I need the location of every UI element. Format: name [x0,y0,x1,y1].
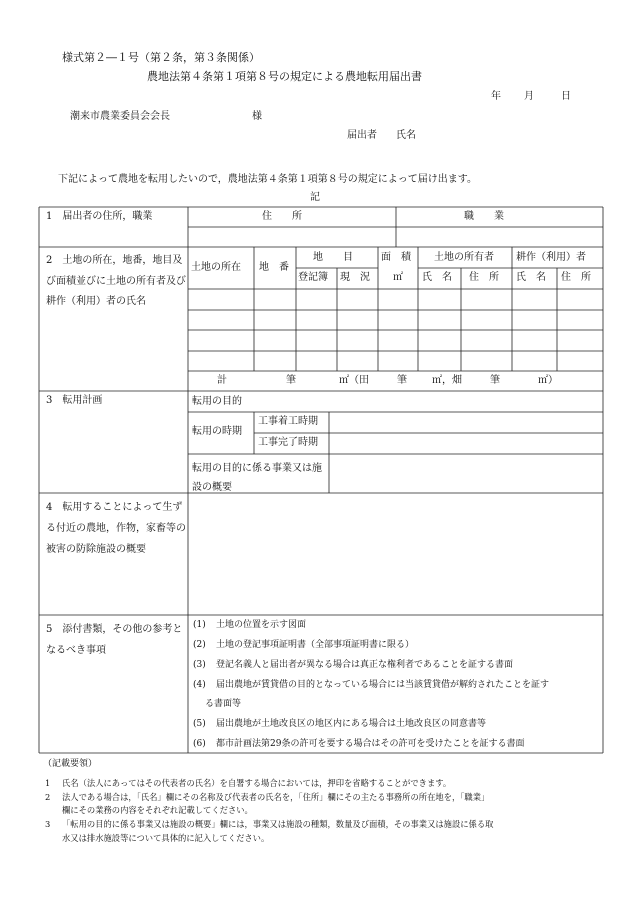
attachment-1-text: 土地の位置を示す図面 [216,620,307,630]
addressee: 潮来市農業委員会会長 [70,111,170,122]
attachment-6-text: 都市計画法第29条の許可を要する場合はその許可を受けたことを証する書面 [216,739,525,749]
attachment-3-num: (3) [193,660,206,670]
attachment-5-text: 届出農地が土地改良区の地区内にある場合は土地改良区の同意書等 [216,719,487,729]
date-month: 月 [524,91,534,102]
col-category: 地 目 [313,252,353,263]
col-owner-name: 氏 名 [422,272,452,283]
section1-col-occupation: 職 業 [464,211,504,222]
section2-label: 2 土地の所在，地番，地目及び面積並びに土地の所有者及び耕作（利用）者の氏名 [46,255,186,307]
attachment-6-num: (6) [193,739,206,749]
end-label: 工事完了時期 [258,437,318,448]
form-number: 様式第２―１号（第２条，第３条関係） [62,51,260,64]
attachment-2-text: 土地の登記事項証明書（全部事項証明書に限る） [216,640,415,650]
section4-label: 4 転用することによって生ずる付近の農地，作物，家畜等の被害の防除施設の概要 [46,502,186,555]
note-1-text: 氏名（法人にあってはその代表者の氏名）を自署する場合においては，押印を省略することができます。 [62,778,452,788]
purpose-label: 転用の目的 [192,396,242,407]
note-2-cont: 欄にその業務の内容をそれぞれ記載してください。 [62,805,253,815]
col-cultivator-name: 氏 名 [516,272,546,283]
note-2-num: 2 [45,792,51,802]
attachment-2-num: (2) [193,640,206,650]
col-owner: 土地の所有者 [434,252,494,263]
note-2-text: 法人である場合は，「氏名」欄にその名称及び代表者の氏名を，「住所」欄にその主たる事務所の所在地を，「職業」 [62,792,490,802]
applicant-label: 届出者 [347,130,377,141]
honorific: 様 [252,111,262,122]
note-3-cont: 水又は排水施設等について具体的に記入してください。 [62,833,270,843]
section5-label: 5 添付書類，その他の参考となるべき事項 [46,624,183,656]
section1-address-field[interactable] [189,228,395,246]
col-lot: 地 番 [259,262,289,273]
attachment-3-text: 登記名義人と届出者が異なる場合は真正な権利者であることを証する書面 [216,660,514,670]
note-3-num: 3 [45,819,51,829]
attachment-5-num: (5) [193,719,206,729]
notes-heading: （記載要領） [43,759,98,769]
total-field-lots: 筆 [490,375,500,386]
attachment-4-num: (4) [193,680,206,690]
start-field[interactable] [330,413,602,432]
attachment-4-text: 届出農地が賃貸借の目的となっている場合には当該賃貸借が解約されたことを証す [216,680,550,690]
col-cultivator: 耕作（利用）者 [516,252,586,263]
timing-label: 転用の時期 [192,426,242,437]
purpose-field[interactable] [255,392,602,411]
col-area-unit: ㎡ [393,272,403,283]
col-location: 土地の所在 [191,262,241,273]
end-field[interactable] [330,434,602,453]
date-day: 日 [561,91,571,102]
page-title: 農地法第４条第１項第８号の規定による農地転用届出書 [147,70,422,83]
section4-field[interactable] [189,494,602,614]
overview-label: 転用の目的に係る事業又は施設の概要 [192,463,322,493]
col-owner-address: 住 所 [469,272,499,283]
total-label: 計 [217,375,227,386]
date-year: 年 [491,91,501,102]
attachment-4-cont: る書面等 [205,699,242,709]
col-category-actual: 現 況 [340,272,370,283]
section1-occupation-field[interactable] [397,228,602,246]
intro-text: 下記によって農地を転用したいので，農地法第４条第１項第８号の規定によって届け出ます。 [58,174,477,185]
total-paddy-lots: 筆 [397,375,407,386]
attachment-1-num: (1) [193,620,206,630]
section1-col-address: 住 所 [262,211,302,222]
start-label: 工事着工時期 [258,416,318,427]
total-area: ㎡（田 [339,375,369,386]
note-3-text: 「転用の目的に係る事業又は施設の概要」欄には，事業又は施設の種類，数量及び面積，その事業又は施設に係る取 [62,819,494,829]
col-category-registry: 登記簿 [298,272,328,283]
col-area: 面 積 [381,252,411,263]
total-paddy-area: ㎡，畑 [432,375,462,386]
total-field-area: ㎡） [538,375,558,386]
note-1-num: 1 [45,778,51,788]
col-cultivator-address: 住 所 [561,272,591,283]
overview-field[interactable] [330,455,602,492]
section1-label: 1 届出者の住所，職業 [46,211,153,222]
section3-label: 3 転用計画 [46,395,103,406]
ki-mark: 記 [310,192,320,203]
applicant-name-label: 氏名 [396,130,416,141]
total-lots: 筆 [286,375,296,386]
